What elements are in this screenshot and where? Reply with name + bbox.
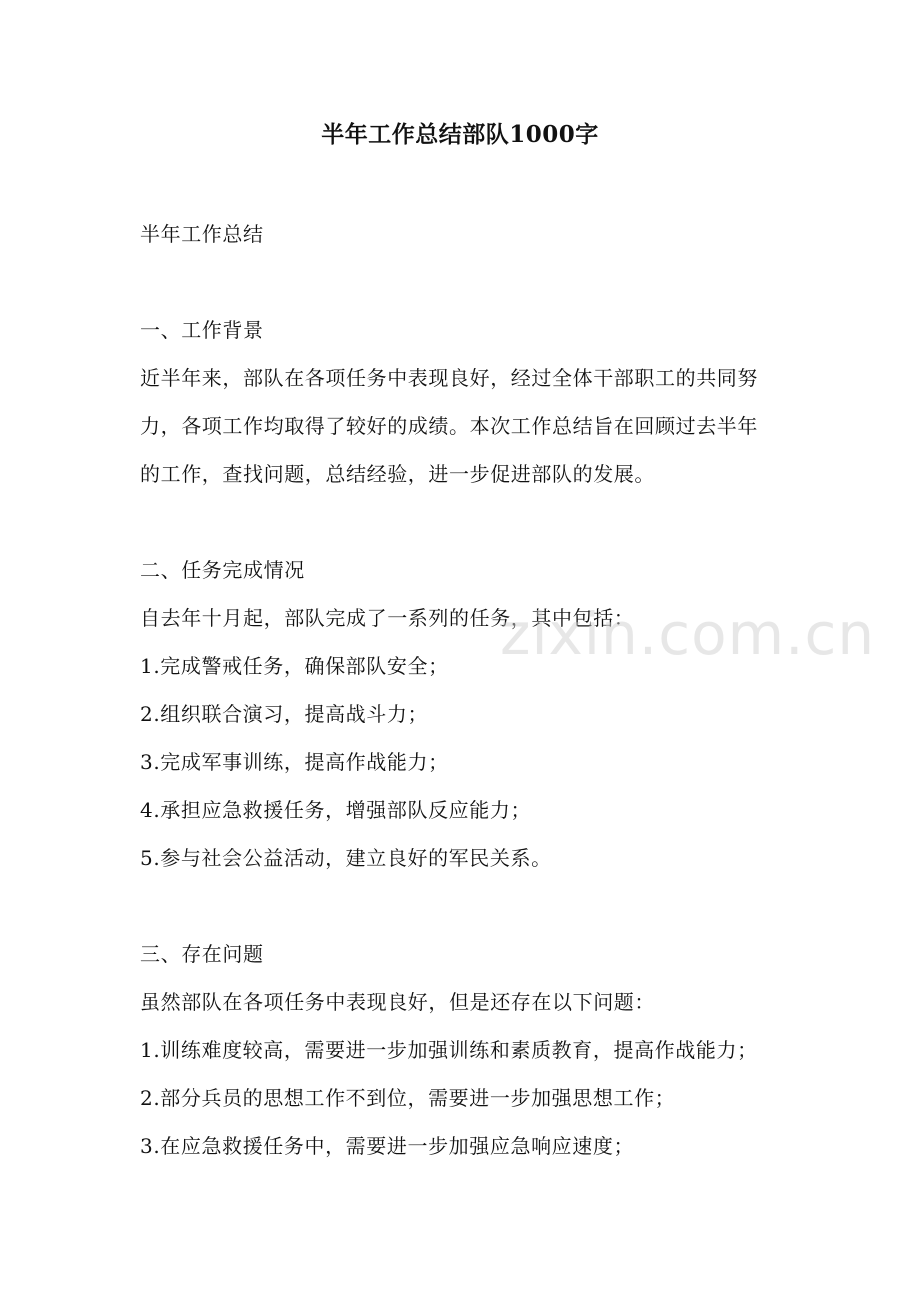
paragraph-line: 的工作，查找问题，总结经验，进一步促进部队的发展。 [140,462,655,486]
list-item: 2.组织联合演习，提高战斗力； [140,702,429,726]
section-heading-background: 一、工作背景 [140,318,264,342]
document-subtitle: 半年工作总结 [140,222,264,246]
document-title: 半年工作总结部队1000字 [321,121,599,148]
list-item: 2.部分兵员的思想工作不到位，需要进一步加强思想工作； [140,1086,676,1110]
paragraph-line: 力，各项工作均取得了较好的成绩。本次工作总结旨在回顾过去半年 [140,414,758,438]
list-item: 3.在应急救援任务中，需要进一步加强应急响应速度； [140,1134,635,1158]
section-heading-problems: 三、存在问题 [140,942,264,966]
section-intro: 虽然部队在各项任务中表现良好，但是还存在以下问题： [140,990,655,1014]
watermark: zixin.com.cn [500,600,876,668]
section-intro: 自去年十月起，部队完成了一系列的任务，其中包括： [140,606,635,630]
list-item: 5.参与社会公益活动，建立良好的军民关系。 [140,846,552,870]
paragraph-line: 近半年来，部队在各项任务中表现良好，经过全体干部职工的共同努 [140,366,758,390]
list-item: 3.完成军事训练，提高作战能力； [140,750,449,774]
section-heading-tasks: 二、任务完成情况 [140,558,305,582]
list-item: 4.承担应急救援任务，增强部队反应能力； [140,798,532,822]
list-item: 1.完成警戒任务，确保部队安全； [140,654,449,678]
list-item: 1.训练难度较高，需要进一步加强训练和素质教育，提高作战能力； [140,1038,758,1062]
